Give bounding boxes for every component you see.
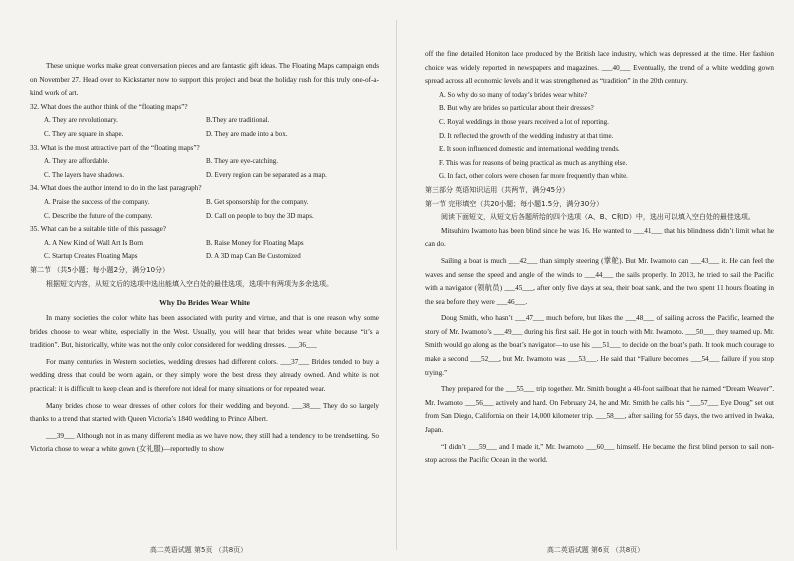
page-footer-left: 高二英语试题 第5页 （共8页）: [149, 546, 248, 554]
right-page: [397, 0, 794, 561]
option-c: C. Startup Creates Floating Maps: [44, 252, 138, 261]
option-item: A. So why do so many of today’s brides wear white?: [439, 90, 587, 99]
option-item: F. This was for reasons of being practical as much as anything else.: [439, 158, 628, 167]
option-b: B. They are eye-catching.: [206, 157, 278, 166]
section1-header: 第一节 完形填空（共20小题；每小题1.5分，满分30分）: [425, 199, 604, 208]
option-c: C. Describe the future of the company.: [44, 211, 153, 220]
passage-paragraph: ___39___ Although not in as many different media as we have now, they still had a tendency to be trendsetting. So Victoria chose to wear a white gown (女礼服)—reportedly to show: [30, 431, 379, 454]
passage-paragraph: Many brides chose to wear dresses of other colors for their wedding and beyond. ___38___ They do so largely thanks to a trend that started with Queen Victoria’s 1840 wedding to Prince Albert.: [30, 401, 379, 424]
question-stem: 34. What does the author intend to do in the last paragraph?: [30, 184, 202, 193]
question-stem: 35. What can be a suitable title of this passage?: [30, 225, 166, 234]
page-footer-right: 高二英语试题 第6页 （共8页）: [546, 546, 645, 554]
part3-header: 第三部分 英语知识运用（共两节，满分45分）: [425, 185, 570, 194]
question-34: [30, 182, 379, 223]
option-item: E. It soon influenced domestic and international wedding trends.: [439, 145, 620, 154]
question-32: [30, 101, 379, 142]
option-c: C. They are square in shape.: [44, 129, 124, 138]
option-item: C. Royal weddings in those years received a lot of reporting.: [439, 117, 609, 126]
intro-paragraph: These unique works make great conversation pieces and are fantastic gift ideas. The Floating Maps campaign ends on November 27. Head over to Kickstarter now to support this project and beat the holiday rush for this truly one-of-a-kind work of art.: [30, 62, 379, 98]
option-d: D. Every region can be separated as a map.: [206, 170, 327, 179]
option-a: A. They are revolutionary.: [44, 116, 118, 125]
question-35: [30, 223, 379, 264]
section2-header: 第二节 （共5小题；每小题2分，满分10分）: [30, 265, 170, 274]
option-item: D. It reflected the growth of the wedding industry at that time.: [439, 131, 614, 140]
section2-instruction: 根据短文内容，从短文后的选项中选出能填入空白处的最佳选项，选项中有两项为多余选项。: [46, 279, 333, 288]
option-d: D. They are made into a box.: [206, 129, 288, 138]
answer-options: [425, 89, 774, 184]
question-stem: 33. What is the most attractive part of the “floating maps”?: [30, 143, 200, 152]
option-d: D. Call on people to buy the 3D maps.: [206, 211, 314, 220]
cloze-paragraph: “I didn’t ___59___ and I made it,” Mr. Iwamoto ___60___ himself. He became the first blind person to sail non-stop across the Pacific Ocean in the world.: [425, 442, 774, 465]
option-a: A. Praise the success of the company.: [44, 197, 150, 206]
option-b: B.They are traditional.: [206, 116, 270, 125]
passage-title: Why Do Brides Wear White: [159, 298, 250, 308]
section1-instruction: 阅读下面短文，从短文后各题所给的四个选项（A、B、C和D）中，选出可以填入空白处的最佳选项。: [441, 213, 755, 222]
cloze-paragraph: Mitsuhiro Iwamoto has been blind since he was 16. He wanted to ___41___ that his blindness didn’t limit what he can do.: [425, 226, 774, 249]
passage-continuation: off the fine detailed Honiton lace produced by the British lace industry, which was depressed at the time. Her fashion choice was widely reported in newspapers and magazines. ___40___ Eventually, the trend of a white wedding gown spread across all economic levels and it was strengthened as “tradition” in the 20th century.: [425, 50, 774, 86]
cloze-paragraph: Doug Smith, who hasn’t ___47___ much before, but likes the ___48___ of sailing across the Pacific, learned the story of Mr. Iwamoto’s ___49___ during his first sail. He got in touch with Mr. Iwamoto. ___50___ they teamed up. Mr. Smith would go along as the boat’s navigator—to use his ___51___ to decide on the boat’s path. It took much courage to make a second ___52___, but Mr. Iwamoto was ___53___. He said that “Failure becomes ___54___ failure if you stop trying.”: [425, 314, 774, 377]
passage-paragraph: For many centuries in Western societies, wedding dresses had different colors. ___37___ Brides tended to buy a wedding dress that could be worn again, or they simply wore the best dress they already owned. And white is not practical: it is difficult to keep clean and is therefore not ideal for many situations or for repeated wear.: [30, 357, 379, 394]
cloze-paragraph: Sailing a boat is much ___42___ than simply steering (掌舵). But Mr. Iwamoto can ___43___ it. He can feel the waves and sense the speed and angle of the winds to ___44___ the sails properly. In 2013, he tried to sail the Pacific with a navigator (领航员) ___45___, after only five days at sea, their boat sank, and the two spent 11 hours floating in the sea before they were ___46___.: [425, 256, 774, 306]
option-a: A. They are affordable.: [44, 157, 110, 166]
option-item: G. In fact, other colors were chosen far more frequently than white.: [439, 172, 628, 181]
option-d: D. A 3D map Can Be Customized: [206, 252, 301, 261]
question-33: [30, 142, 379, 183]
option-b: B. Raise Money for Floating Maps: [206, 238, 304, 247]
option-b: B. Get sponsorship for the company.: [206, 197, 309, 206]
option-c: C. The layers have shadows.: [44, 170, 124, 179]
cloze-paragraph: They prepared for the ___55___ trip together. Mr. Smith bought a 40-foot sailboat that he named “Dream Weaver”. Mr. Iwamoto ___56___ actively and hard. On February 24, he and Mr. Smith he calls his “___57___ Eye Doug” set out from San Diego, California on their 14,000 kilometer trip. ___58___, after sailing for 55 days, the two arrived in Iwaka, Japan.: [425, 385, 774, 435]
option-item: B. But why are brides so particular about their dresses?: [439, 104, 594, 113]
question-stem: 32. What does the author think of the “floating maps”?: [30, 102, 188, 111]
passage-paragraph: In many societies the color white has been associated with purity and virtue, and that is one reason why some brides choose to wear white, especially in the West. Usually, you will hear that brides wear white because “it’s a tradition”. But, historically, white was not the only color considered for wedding dresses. ___36___: [30, 314, 379, 350]
option-a: A. A New Kind of Wall Art Is Born: [44, 238, 144, 247]
